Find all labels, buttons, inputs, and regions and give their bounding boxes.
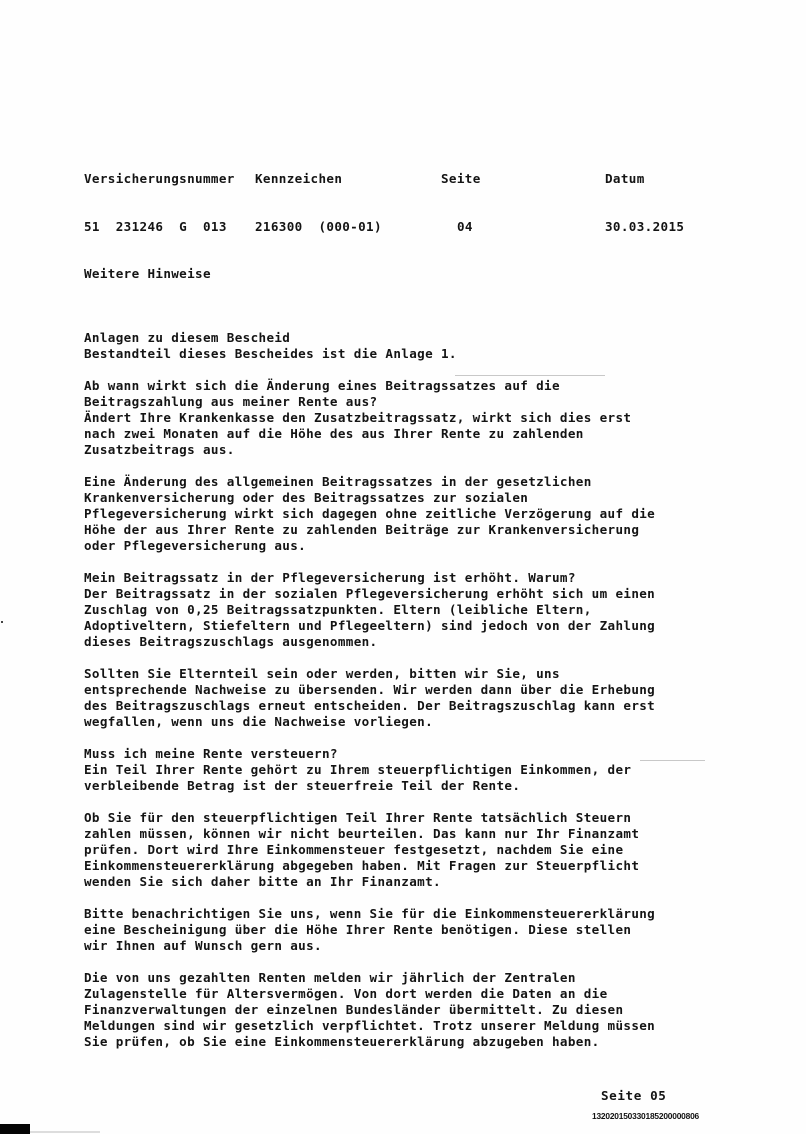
paragraph-line: wenden Sie sich daher bitte an Ihr Finanzamt. <box>84 874 441 889</box>
header-label: Datum <box>605 171 645 186</box>
spacer <box>84 650 724 666</box>
scan-corner-mark <box>0 1124 30 1134</box>
paragraph-line: Sie prüfen, ob Sie eine Einkommensteuererklärung abzugeben haben. <box>84 1034 600 1049</box>
paragraph-line: oder Pflegeversicherung aus. <box>84 538 307 553</box>
paragraph-line: Zusatzbeitrags aus. <box>84 442 235 457</box>
next-page-indicator: Seite 05 <box>601 1088 667 1103</box>
paragraph-line: nach zwei Monaten auf die Höhe des aus Ihrer Rente zu zahlenden <box>84 426 584 441</box>
paragraph <box>84 762 724 794</box>
paragraph <box>84 474 724 554</box>
section-heading-line: Ab wann wirkt sich die Änderung eines Beitragssatzes auf die <box>84 378 560 393</box>
spacer <box>84 730 724 746</box>
paragraph-line: wegfallen, wenn uns die Nachweise vorliegen. <box>84 714 434 729</box>
header-value: 04 <box>457 219 473 234</box>
paragraph-line: verbleibende Betrag ist der steuerfreie Teil der Rente. <box>84 778 521 793</box>
paragraph-line: Zulagenstelle für Altersvermögen. Von dort werden die Daten an die <box>84 986 608 1001</box>
scan-artifact-line <box>455 375 605 376</box>
spacer <box>84 794 724 810</box>
document-code: 132020150330185200000806 <box>592 1111 699 1121</box>
paragraph-line: Höhe der aus Ihrer Rente zu zahlenden Beiträge zur Krankenversicherung <box>84 522 640 537</box>
header-label: Versicherungsnummer <box>84 171 235 186</box>
paragraph-line: Einkommensteuererklärung abgegeben haben. Mit Fragen zur Steuerpflicht <box>84 858 640 873</box>
paragraph-line: des Beitragszuschlags erneut entscheiden. Der Beitragszuschlag kann erst <box>84 698 656 713</box>
header-value: 30.03.2015 <box>605 219 685 234</box>
section-heading-line: Muss ich meine Rente versteuern? <box>84 746 338 761</box>
paragraph-line: Finanzverwaltungen der einzelnen Bundesländer übermittelt. Zu diesen <box>84 1002 624 1017</box>
paragraph-line: Ändert Ihre Krankenkasse den Zusatzbeitragssatz, wirkt sich dies erst <box>84 410 632 425</box>
paragraph-line: eine Bescheinigung über die Höhe Ihrer Rente benötigen. Diese stellen <box>84 922 632 937</box>
paragraph-line: Eine Änderung des allgemeinen Beitragssatzes in der gesetzlichen <box>84 474 592 489</box>
paragraph <box>84 346 724 362</box>
paragraph-line: Pflegeversicherung wirkt sich dagegen ohne zeitliche Verzögerung auf die <box>84 506 656 521</box>
document-body <box>84 234 724 1050</box>
spacer <box>84 314 724 330</box>
paragraph-line: Bestandteil dieses Bescheides ist die Anlage 1. <box>84 346 457 361</box>
header-label: Seite <box>441 171 481 186</box>
paragraph-line: Der Beitragssatz in der sozialen Pflegeversicherung erhöht sich um einen <box>84 586 656 601</box>
header-value: 51 231246 G 013 <box>84 219 227 234</box>
spacer <box>84 362 724 378</box>
hint-section <box>84 570 724 730</box>
paragraph <box>84 810 724 890</box>
page-title: Weitere Hinweise <box>84 266 211 281</box>
hint-section <box>84 330 724 362</box>
spacer <box>84 954 724 970</box>
paragraph-line: Krankenversicherung oder des Beitragssatzes zur sozialen <box>84 490 529 505</box>
paragraph-line: Bitte benachrichtigen Sie uns, wenn Sie für die Einkommensteuererklärung <box>84 906 656 921</box>
paragraph-line: Sollten Sie Elternteil sein oder werden, bitten wir Sie, uns <box>84 666 560 681</box>
section-heading-line: Anlagen zu diesem Bescheid <box>84 330 291 345</box>
paragraph-line: Ob Sie für den steuerpflichtigen Teil Ihrer Rente tatsächlich Steuern <box>84 810 632 825</box>
spacer <box>84 554 724 570</box>
paragraph-line: wir Ihnen auf Wunsch gern aus. <box>84 938 322 953</box>
hint-section <box>84 378 724 554</box>
paragraph-line: Meldungen sind wir gesetzlich verpflichtet. Trotz unserer Meldung müssen <box>84 1018 656 1033</box>
spacer <box>84 890 724 906</box>
paragraph-line: entsprechende Nachweise zu übersenden. Wir werden dann über die Erhebung <box>84 682 656 697</box>
spacer <box>84 458 724 474</box>
paragraph-line: prüfen. Dort wird Ihre Einkommensteuer festgesetzt, nachdem Sie eine <box>84 842 624 857</box>
paragraph-line: Die von uns gezahlten Renten melden wir jährlich der Zentralen <box>84 970 576 985</box>
scan-edge-line <box>30 1131 100 1133</box>
header-value: 216300 (000-01) <box>255 219 382 234</box>
scan-artifact-line <box>640 760 705 761</box>
paragraph-line: Ein Teil Ihrer Rente gehört zu Ihrem steuerpflichtigen Einkommen, der <box>84 762 632 777</box>
paragraph-line: dieses Beitragszuschlags ausgenommen. <box>84 634 378 649</box>
section-heading-line: Beitragszahlung aus meiner Rente aus? <box>84 394 378 409</box>
section-heading-line: Mein Beitragssatz in der Pflegeversicherung ist erhöht. Warum? <box>84 570 576 585</box>
paragraph-line: Zuschlag von 0,25 Beitragssatzpunkten. Eltern (leibliche Eltern, <box>84 602 592 617</box>
paragraph <box>84 410 724 458</box>
hint-section <box>84 746 724 1050</box>
paragraph-line: Adoptiveltern, Stiefeltern und Pflegeeltern) sind jedoch von der Zahlung <box>84 618 656 633</box>
paragraph <box>84 970 724 1050</box>
paragraph-line: zahlen müssen, können wir nicht beurteilen. Das kann nur Ihr Finanzamt <box>84 826 640 841</box>
paragraph <box>84 666 724 730</box>
paragraph <box>84 586 724 650</box>
scan-punch-dot <box>1 621 3 623</box>
header-label: Kennzeichen <box>255 171 343 186</box>
paragraph <box>84 906 724 954</box>
